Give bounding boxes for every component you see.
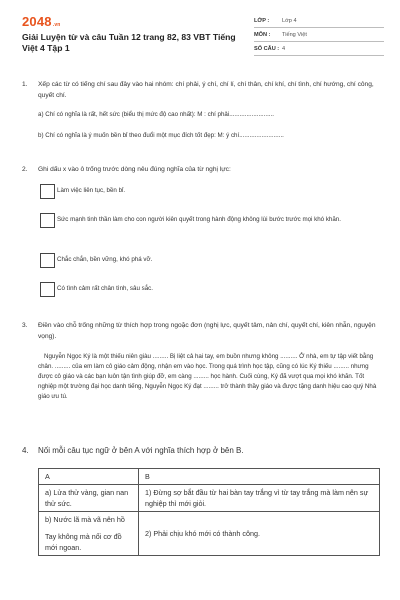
answer-checkbox[interactable] — [40, 184, 55, 199]
meta-row-class — [254, 14, 384, 28]
meta-row-subject — [254, 28, 384, 42]
question-1 — [22, 80, 382, 101]
question-1-part-b: b) Chí có nghĩa là ý muốn bền bỉ theo đuổi một mục đích tốt đẹp: M: ý chí.......................... — [38, 132, 284, 139]
table-row — [39, 512, 380, 556]
fill-in-paragraph: Nguyễn Ngọc Ký là một thiếu niên giàu ......... Bị liệt cả hai tay, em buồn nhưng không .......... Ở nhà, em tự tập viết bằng chân. ......... của em làm cô giáo cảm động, nhận em vào học. Trong quá trình học tập, cũng có lúc Ký thiếu ......... nhưng được cô giáo và các bạn luôn tận tình giúp đỡ, em càng ......... học hành. Cuối cùng, Ký đã vượt qua mọi khó khăn. Tốt nghiệp một trường đại học danh tiếng, Nguyễn Ngọc Ký đạt ......... trở thành thầy giáo và được tặng danh hiệu cao quý Nhà giáo ưu tú. — [38, 353, 377, 400]
logo-text: 2048 — [22, 14, 52, 29]
meaning-cell: 1) Đừng sợ bắt đầu từ hai bàn tay trắng vì từ tay trắng mà làm nên sự nghiệp thì mới giỏi. — [139, 485, 380, 512]
question-text: Xếp các từ có tiếng chí sau đây vào hai nhóm: chí phải, ý chí, chí lí, chí thân, chí khí, chí tình, chí hướng, chí công, quyết chí. — [38, 81, 374, 99]
question-number: 3. — [22, 322, 28, 329]
question-text: Nối mỗi câu tục ngữ ở bên A với nghĩa thích hợp ở bên B. — [38, 446, 244, 455]
meta-value: Lớp 4 — [282, 17, 297, 24]
meaning-cell: 2) Phải chịu khó mới có thành công. — [139, 512, 380, 556]
option-row — [40, 282, 153, 297]
proverb-line: Tay không mà nổi cơ đồ mới ngoan. — [45, 532, 122, 552]
meta-value: Tiếng Việt — [282, 31, 307, 38]
question-text: Điền vào chỗ trống những từ thích hợp trong ngoặc đơn (nghị lực, quyết tâm, nản chí, quyết chí, kiên nhẫn, nguyện vọng). — [38, 322, 376, 340]
question-2 — [22, 165, 382, 176]
option-row — [40, 253, 152, 268]
meta-key: MÔN : — [254, 31, 271, 38]
meta-row-count — [254, 42, 384, 56]
answer-checkbox[interactable] — [40, 213, 55, 228]
proverb-cell — [39, 512, 139, 556]
option-row — [40, 213, 357, 228]
column-b-header: B — [139, 469, 380, 485]
question-number: 2. — [22, 166, 28, 173]
option-label: Có tình cảm rất chân tình, sâu sắc. — [57, 285, 153, 292]
option-row — [40, 184, 125, 199]
option-label: Làm việc liên tục, bền bỉ. — [57, 187, 126, 194]
table-header-row — [39, 469, 380, 485]
document-header — [0, 0, 400, 66]
meta-key: LỚP : — [254, 17, 270, 24]
table-row — [39, 485, 380, 512]
logo-suffix: .vn — [52, 22, 61, 28]
answer-checkbox[interactable] — [40, 253, 55, 268]
option-label: Chắc chắn, bền vững, khó phá vỡ. — [57, 256, 153, 263]
proverb-line: b) Nước lã mà vã nên hồ — [45, 515, 125, 524]
question-3 — [22, 321, 382, 342]
answer-checkbox[interactable] — [40, 282, 55, 297]
meta-table — [254, 14, 384, 56]
meta-value: 4 — [282, 45, 286, 52]
proverb-cell: a) Lửa thử vàng, gian nan thử sức. — [39, 485, 139, 512]
site-logo[interactable] — [22, 14, 61, 29]
question-4 — [22, 446, 382, 457]
question-1-part-a: a) Chí có nghĩa là rất, hết sức (biểu thị mức độ cao nhất): M : chí phải.......................... — [38, 111, 274, 118]
meta-key: SỐ CÂU : — [254, 45, 280, 52]
question-text: Ghi dấu x vào ô trống trước dòng nêu đúng nghĩa của từ nghị lực: — [38, 166, 231, 173]
matching-table — [38, 468, 380, 556]
option-label: Sức mạnh tinh thần làm cho con người kiên quyết trong hành động không lùi bước trước mọi khó khăn. — [57, 216, 341, 223]
page-title: Giải Luyện từ và câu Tuần 12 trang 82, 83 VBT Tiếng Việt 4 Tập 1 — [22, 32, 236, 53]
question-number: 1. — [22, 81, 28, 88]
question-number: 4. — [22, 446, 29, 455]
column-a-header: A — [39, 469, 139, 485]
